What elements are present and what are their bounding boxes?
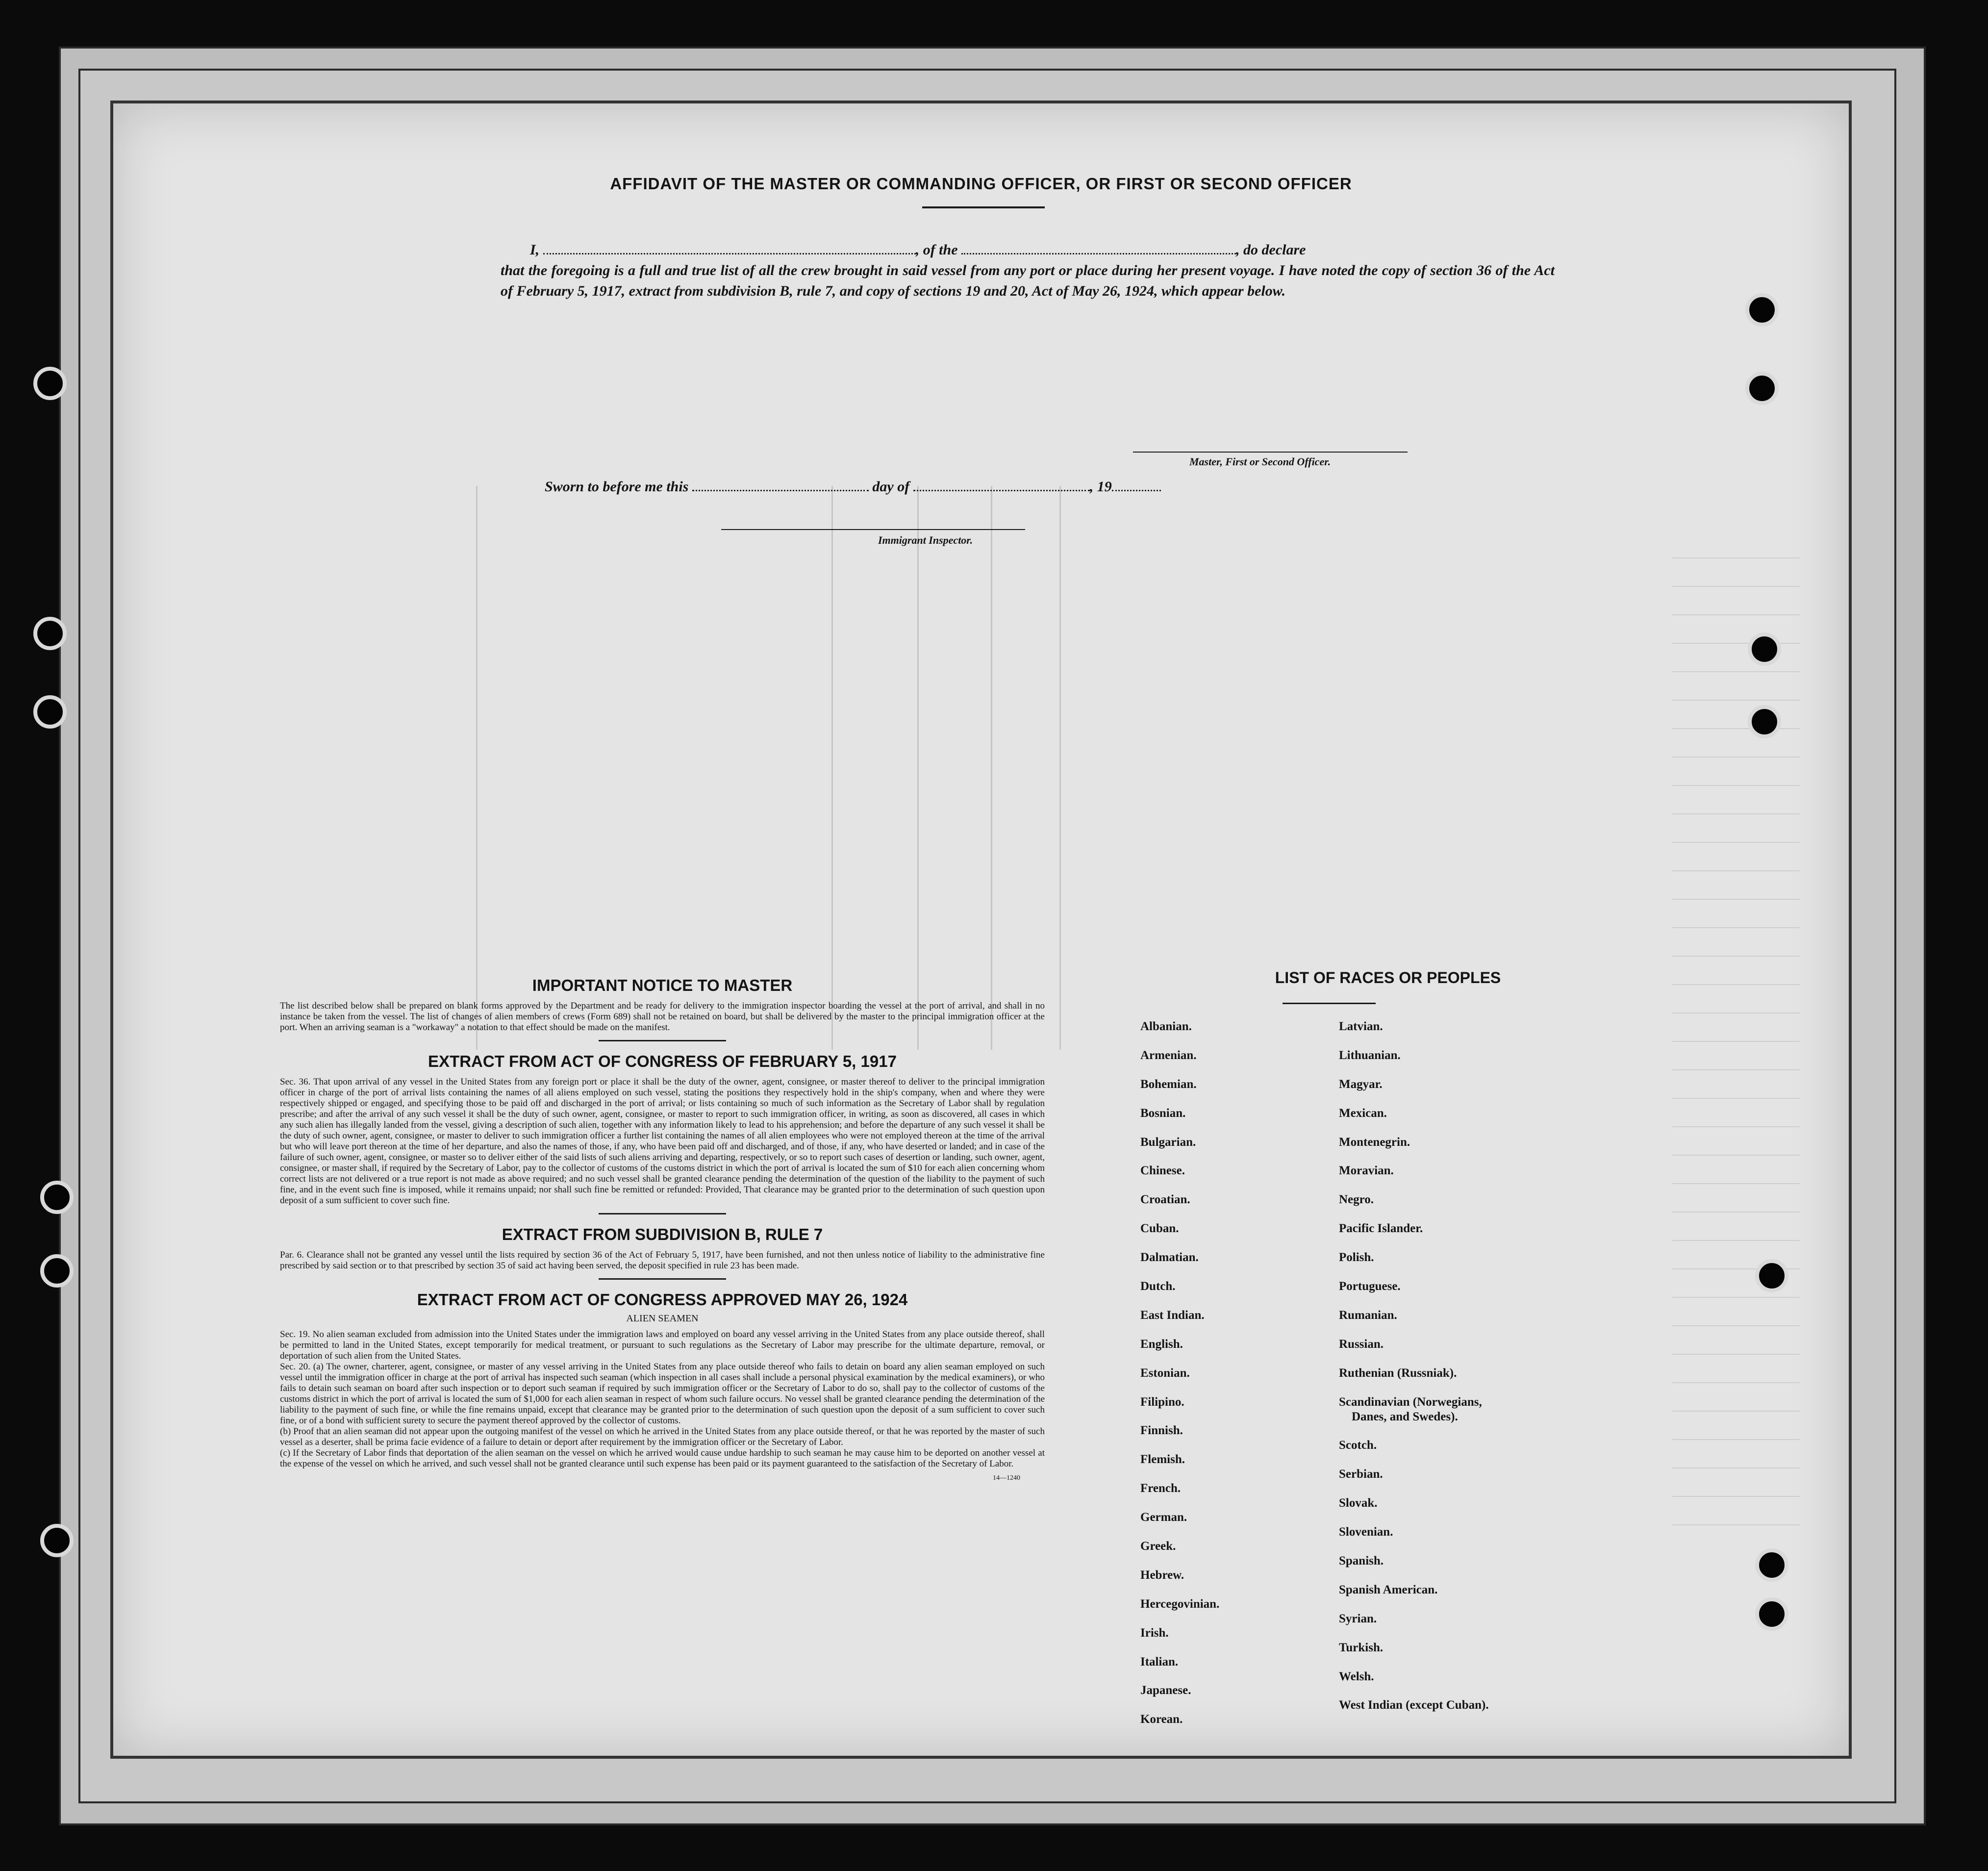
race-item: Japanese.	[1140, 1684, 1191, 1697]
race-item: Finnish.	[1140, 1424, 1183, 1438]
bleed-through-line	[917, 486, 919, 1050]
bleed-through-line	[991, 486, 992, 1050]
race-item: West Indian (except Cuban).	[1339, 1698, 1489, 1712]
punch-hole	[1748, 632, 1781, 666]
title-underline	[922, 206, 1045, 208]
race-item: Hebrew.	[1140, 1568, 1184, 1582]
race-item: Croatian.	[1140, 1193, 1190, 1207]
notice-text: The list described below shall be prepared on blank forms approved by the Department and be ready for delivery to the immigration inspector boarding the vessel at the port of arrival, and shall in no instance be taken from the vessel. The list of changes of alien members of crews (Form 689) shall not be retained on board, but shall be delivered by the master to the principal immigration officer at the port. When an arriving seaman is a "workaway" a notation to that effect should be made on the manifest.	[280, 1001, 1045, 1033]
sec-19-text: Sec. 19. No alien seaman excluded from admission into the United States under the immigration laws and employed on board any vessel arriving in the United States from any place outside thereof, shall be permitted to land in the United States, except temporarily for medical treatment, or pursuant to such regulations as the Secretary of Labor may prescribe for the ultimate departure, removal, or deportation of such alien from the United States.	[280, 1329, 1045, 1361]
affidavit-declaration: that the foregoing is a full and true list of all the crew brought in said vessel from any port or place during her present voyage. I have noted the copy of section 36 of the Act of February 5, 1917, extract from subdivision B, rule 7, and copy of sections 19 and 20, Act of May 26, 1924, which appear below.	[501, 262, 1555, 299]
legal-extracts	[280, 976, 1045, 1482]
race-item: Dalmatian.	[1140, 1251, 1199, 1264]
inspector-signature-line[interactable]	[721, 529, 1025, 530]
race-item: Ruthenian (Russniak).	[1339, 1366, 1457, 1380]
do-declare-text: , do declare	[1236, 242, 1306, 258]
of-the-text: , of the	[915, 242, 958, 258]
bleed-through-line	[831, 486, 833, 1050]
race-item: Spanish American.	[1339, 1583, 1438, 1596]
race-item: Rumanian.	[1339, 1308, 1397, 1322]
race-item: Russian.	[1339, 1337, 1384, 1351]
punch-hole	[40, 1254, 74, 1288]
races-right-column	[1339, 1019, 1489, 1727]
punch-hole	[40, 1524, 74, 1557]
sworn-prefix: Sworn to before me this	[545, 479, 689, 495]
race-item: Portuguese.	[1339, 1280, 1401, 1293]
race-item: Italian.	[1140, 1655, 1179, 1669]
race-item: Cuban.	[1140, 1222, 1179, 1236]
race-item: Moravian.	[1339, 1164, 1394, 1178]
race-item: Bohemian.	[1140, 1077, 1197, 1091]
extract-1917-text: Sec. 36. That upon arrival of any vessel in the United States from any foreign port or place it shall be the duty of the owner, agent, consignee, or master thereof to deliver to the principal immigration officer in charge of the port of arrival lists containing the names of all aliens employed on such vessel, stating the positions they respectively hold in the ship's company, when and where they were respectively shipped or engaged, and specifying those to be paid off and discharged in the port of arrival; or lists containing so much of such information as the Secretary of Labor shall by regulation prescribe; and after the arrival of any such vessel it shall be the duty of such owner, agent, consignee, or master to report to such immigration officer, in writing, as soon as discovered, all cases in which any such alien has illegally landed from the vessel, giving a description of such alien, together with any information likely to lead to his apprehension; and before the departure of any such vessel it shall be the duty of such owner, agent, consignee, or master to deliver to such immigration officer a further list containing the names of all alien employees who were not employed thereon at the time of the arrival but who will leave port thereon at the time of her departure, and also the names of those, if any, who have been paid off and discharged, and of those, if any, who have deserted or landed; and in case of the failure of such owner, agent, consignee, or master so to deliver either of the said lists of such aliens arriving and departing, respectively, or so to report such cases of desertion or landing, such owner, agent, consignee, or master shall, if required by the Secretary of Labor, pay to the collector of customs of the customs district in which the port of arrival is located the sum of $10 for each alien concerning whom correct lists are not delivered or a true report is not made as above required; and no such vessel shall be granted clearance pending the determination of the question of the liability to the payment of such fine, and in the event such fine is imposed, while it remains unpaid; nor shall such fine be remitted or refunded: Provided, That clearance may be granted prior to the determination of such question upon deposit of a sum sufficient to cover such fine.	[280, 1077, 1045, 1206]
race-item: Mexican.	[1339, 1106, 1387, 1120]
race-item: Magyar.	[1339, 1077, 1383, 1091]
sworn-day-blank[interactable]	[692, 490, 869, 491]
rule-7-title: EXTRACT FROM SUBDIVISION B, RULE 7	[502, 1225, 823, 1243]
master-signature-line[interactable]	[1133, 452, 1408, 453]
sec-20a-text: Sec. 20. (a) The owner, charterer, agent, consignee, or master of any vessel arriving in the United States from any place outside thereof who fails to detain on board any alien seaman employed on such vessel until the immigration officer in charge at the port of arrival has inspected such seaman (which inspection in all cases shall include a personal physical examination by the medical examiners), or who fails to detain such seaman on board after such inspection or to deport such seaman if required by such immigration officer or the Secretary of Labor to do so, shall pay to the collector of customs of the customs district in which the port of arrival is located the sum of $1,000 for each alien seaman in respect of whom such failure occurs. No vessel shall be granted clearance pending the determination of the liability to the payment of such fine, or while the fine remains unpaid, except that clearance may be granted prior to the determination of such question upon the deposit of a sum sufficient to cover such fine, or of a bond with sufficient surety to secure the payment thereof approved by the collector of customs.	[280, 1362, 1045, 1426]
affidavit-prefix: I,	[530, 242, 540, 258]
section-divider	[599, 1213, 726, 1214]
bleed-through-line	[476, 486, 478, 1050]
race-item: Scandinavian (Norwegians,	[1339, 1395, 1482, 1409]
race-item: East Indian.	[1140, 1308, 1205, 1322]
race-item: Danes, and Swedes).	[1352, 1410, 1458, 1423]
affidavit-page	[110, 101, 1852, 1759]
punch-hole	[33, 695, 67, 729]
race-item: Chinese.	[1140, 1164, 1185, 1178]
sec-20c-text: (c) If the Secretary of Labor finds that deportation of the alien seaman on the vessel on which he arrived would cause undue hardship to such seaman he may cause him to be deported on another vessel at the expense of the vessel on which he arrived, and such vessel shall not be granted clearance until such expense has been paid or its payment guaranteed to the satisfaction of the Secretary of Labor.	[280, 1448, 1045, 1469]
race-item: Irish.	[1140, 1626, 1169, 1640]
race-item: Scotch.	[1339, 1439, 1377, 1452]
races-title-underline	[1283, 1003, 1376, 1004]
bleed-through-line	[1059, 486, 1061, 1050]
race-item: Slovak.	[1339, 1496, 1378, 1510]
sworn-year-text: , 19	[1089, 479, 1112, 495]
extract-1917-title: EXTRACT FROM ACT OF CONGRESS OF FEBRUARY 5, 1917	[428, 1052, 897, 1070]
notice-title: IMPORTANT NOTICE TO MASTER	[532, 976, 793, 994]
extract-1924-title: EXTRACT FROM ACT OF CONGRESS APPROVED MAY 26, 1924	[417, 1290, 908, 1309]
alien-seamen-subtitle: ALIEN SEAMEN	[626, 1313, 699, 1324]
race-item: Estonian.	[1140, 1366, 1190, 1380]
sworn-line	[545, 479, 1161, 495]
races-title: LIST OF RACES OR PEOPLES	[1275, 969, 1501, 986]
inspector-caption: Immigrant Inspector.	[878, 534, 973, 546]
punch-hole	[1745, 372, 1779, 405]
race-item: Serbian.	[1339, 1467, 1383, 1481]
sworn-year-blank[interactable]	[1112, 490, 1161, 491]
race-item: Armenian.	[1140, 1048, 1197, 1062]
sworn-month-blank[interactable]	[913, 490, 1090, 491]
race-item: Negro.	[1339, 1193, 1374, 1207]
punch-hole	[1755, 1597, 1788, 1631]
race-item: Flemish.	[1140, 1453, 1185, 1466]
race-item: English.	[1140, 1337, 1183, 1351]
name-blank[interactable]	[543, 253, 916, 254]
affidavit-title: AFFIDAVIT OF THE MASTER OR COMMANDING OFFICER, OR FIRST OR SECOND OFFICER	[610, 175, 1352, 193]
affidavit-body	[501, 240, 1555, 302]
race-item: Montenegrin.	[1339, 1135, 1410, 1149]
punch-hole	[33, 617, 67, 650]
race-item: Spanish.	[1339, 1554, 1384, 1568]
race-item: Albanian.	[1140, 1020, 1192, 1033]
punch-hole	[1755, 1548, 1788, 1582]
bleed-through-grid	[1672, 545, 1800, 1525]
race-item: Dutch.	[1140, 1280, 1176, 1293]
sworn-day-text: day of	[872, 479, 910, 495]
section-divider	[599, 1040, 726, 1041]
race-item: Polish.	[1339, 1251, 1374, 1264]
race-item: Syrian.	[1339, 1612, 1377, 1625]
race-item: Bulgarian.	[1140, 1135, 1196, 1149]
race-item: Turkish.	[1339, 1641, 1384, 1654]
sec-20b-text: (b) Proof that an alien seaman did not appear upon the outgoing manifest of the vessel on which he arrived in the United States from any place outside thereof, or that he was reported by the master of such vessel as a deserter, shall be prima facie evidence of a failure to detain or deport after requirement by the immigration officer or the Secretary of Labor.	[280, 1426, 1045, 1447]
punch-hole	[40, 1181, 74, 1214]
race-item: French.	[1140, 1482, 1181, 1495]
race-item: Pacific Islander.	[1339, 1222, 1423, 1236]
section-divider	[599, 1278, 726, 1280]
punch-hole	[1748, 705, 1781, 738]
punch-hole	[33, 367, 67, 400]
races-left-column	[1140, 1019, 1219, 1741]
race-item: Filipino.	[1140, 1395, 1184, 1409]
race-item: Bosnian.	[1140, 1106, 1186, 1120]
master-signature-caption: Master, First or Second Officer.	[1189, 455, 1331, 468]
vessel-blank[interactable]	[961, 253, 1236, 254]
race-item: Latvian.	[1339, 1020, 1383, 1033]
race-item: Greek.	[1140, 1540, 1176, 1553]
affidavit-line-1	[501, 240, 1555, 260]
race-item: Welsh.	[1339, 1669, 1374, 1683]
form-number: 14—1240	[993, 1474, 1020, 1482]
race-item: Slovenian.	[1339, 1525, 1393, 1539]
race-item: German.	[1140, 1511, 1187, 1524]
punch-hole	[1755, 1259, 1788, 1292]
rule-7-text: Par. 6. Clearance shall not be granted any vessel until the lists required by section 36 of the Act of February 5, 1917, have been furnished, and not then unless notice of liability to the administrative fine prescribed by said section or to that prescribed by section 35 of said act having been served, the deposit specified in rule 23 has been made.	[280, 1250, 1045, 1271]
race-item: Korean.	[1140, 1713, 1183, 1726]
race-item: Hercegovinian.	[1140, 1597, 1220, 1611]
punch-hole	[1745, 293, 1779, 327]
race-item: Lithuanian.	[1339, 1048, 1401, 1062]
